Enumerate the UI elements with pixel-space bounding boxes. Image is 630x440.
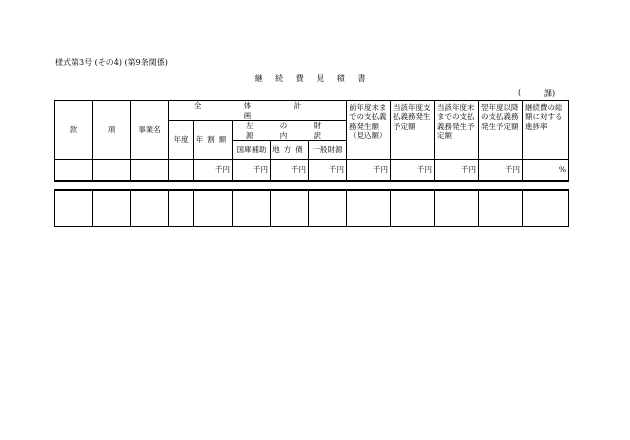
header-ippan: 一般財源	[309, 141, 347, 160]
unit-cell: 千円	[347, 160, 391, 182]
total-cell[interactable]	[55, 190, 93, 227]
header-nenwari: 年割額	[194, 121, 233, 160]
document-title: 継 続 費 見 積 書	[254, 74, 371, 83]
header-current-year-end: 当該年度末までの支払義務発生予定額	[435, 101, 479, 160]
header-funding-breakdown: 左 の 財 源 内 訳	[233, 121, 347, 141]
total-cell[interactable]	[233, 190, 271, 227]
double-rule-separator	[55, 181, 569, 190]
total-cell[interactable]	[523, 190, 569, 227]
form-number: 様式第3号 (その4) (第9条関係)	[55, 58, 168, 67]
total-cell[interactable]	[131, 190, 169, 227]
section-label: 課)	[544, 89, 556, 98]
total-cell[interactable]	[271, 190, 309, 227]
header-chihousai: 地方債	[271, 141, 309, 160]
header-row-1	[55, 101, 569, 121]
total-cell[interactable]	[169, 190, 194, 227]
header-prior-year: 前年度末までの支払義務発生額（見込額）	[347, 101, 391, 160]
section-paren: (	[518, 88, 522, 97]
unit-row	[55, 160, 569, 182]
header-progress-rate: 継続費の総額に対する進捗率	[523, 101, 569, 160]
header-total-plan: 全 体 計 画	[169, 101, 347, 121]
total-cell[interactable]	[479, 190, 523, 227]
total-cell[interactable]	[435, 190, 479, 227]
unit-cell: 千円	[309, 160, 347, 182]
unit-cell: 千円	[271, 160, 309, 182]
section-field	[518, 88, 568, 97]
header-kou: 項	[93, 101, 131, 160]
header-jigyou: 事業名	[131, 101, 169, 160]
total-cell[interactable]	[93, 190, 131, 227]
unit-cell: 千円	[233, 160, 271, 182]
unit-cell: 千円	[194, 160, 233, 182]
header-kan: 款	[55, 101, 93, 160]
header-kokko: 国庫補助	[233, 141, 271, 160]
unit-percent-cell: %	[523, 160, 569, 182]
total-cell[interactable]	[194, 190, 233, 227]
total-row	[55, 190, 569, 227]
unit-cell: 千円	[391, 160, 435, 182]
total-cell[interactable]	[309, 190, 347, 227]
unit-cell: 千円	[435, 160, 479, 182]
estimate-table	[54, 100, 569, 227]
header-next-years: 翌年度以降の支払義務発生予定額	[479, 101, 523, 160]
header-nendo: 年度	[169, 121, 194, 160]
total-cell[interactable]	[347, 190, 391, 227]
header-current-year: 当該年度支払義務発生予定額	[391, 101, 435, 160]
total-cell[interactable]	[391, 190, 435, 227]
unit-cell: 千円	[479, 160, 523, 182]
